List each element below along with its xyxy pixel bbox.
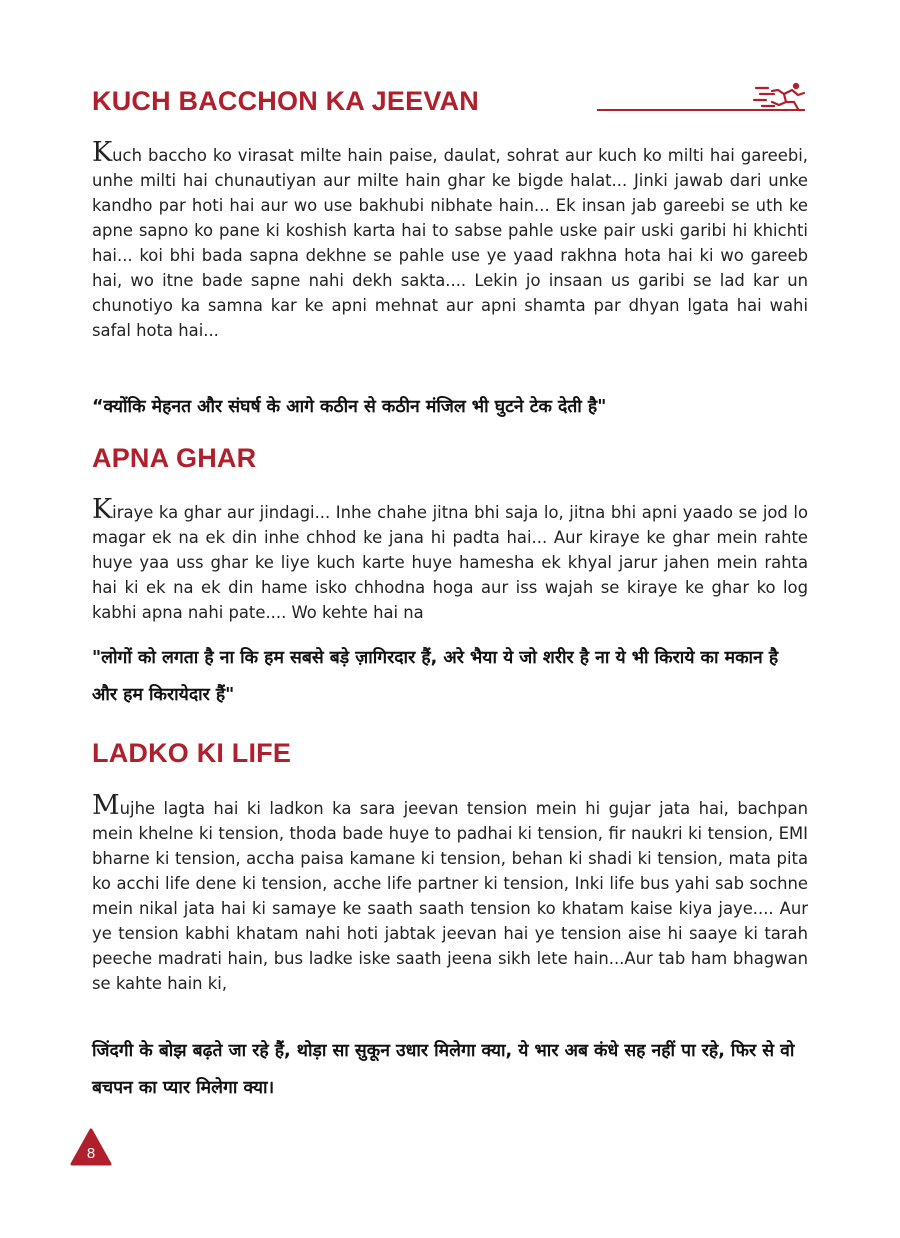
section-title-apna-ghar: APNA GHAR	[92, 443, 257, 473]
dropcap: M	[92, 790, 120, 821]
section-body-apna-ghar	[92, 494, 808, 625]
body-text: iraye ka ghar aur jindagi... Inhe chahe jitna bhi saja lo, jitna bhi apni yaado se jod lo magar ek na ek din inhe chhod ke jana hi padta hai... Aur kiraye ke ghar mein rahte huye yaa uss ghar ke liye kuch karte huye hamesha ek khyal jarur jahen mein rahta hai ki ek na ek din hame isko chhodna hoga aur iss wajah se kiraye ke ghar ko log kabhi apna nahi pate.... Wo kehte hai na	[92, 503, 808, 622]
quote-apna-ghar: "लोगों को लगता है ना कि हम सबसे बड़े ज़ागिरदार हैं, अरे भैया ये जो शरीर है ना ये भी किराये का मकान है और हम किरायेदार हैं"	[92, 648, 779, 705]
running-man-icon	[752, 80, 808, 112]
page-number: 8	[86, 1145, 96, 1162]
section-title-ladko-ki-life: LADKO KI LIFE	[92, 738, 292, 768]
quote-ladko-ki-life: जिंदगी के बोझ बढ़ते जा रहे हैं, थोड़ा सा सुकून उधार मिलेगा क्या, ये भार अब कंधे सह नहीं पा रहे, फिर से वो बचपन का प्यार मिलेगा क्या।	[92, 1041, 795, 1098]
body-text: ujhe lagta hai ki ladkon ka sara jeevan tension mein hi gujar jata hai, bachpan mein khelne ki tension, thoda bade huye to padhai ki tension, fir naukri ki tension, EMI bharne ki tension, accha paisa kamane ki tension, behan ki shadi ki tension, mata pita ko acchi life dene ki tension, acche life partner ki tension, Inki life bus yahi sab sochne mein nikal jata hai ki samaye ke saath saath tension ko khatam kaise kiya jaye.... Aur ye tension kabhi khatam nahi hoti jabtak jeevan hai ye tension aise hi saaye ki tarah peeche madrati hain, bus ladke iske saath jeena sikh lete hain...Aur tab ham bhagwan se kahte hain ki,	[92, 799, 808, 993]
section-title-kuch-bacchon: KUCH BACCHON KA JEEVAN	[92, 86, 479, 116]
quote-kuch-bacchon: “क्योंकि मेहनत और संघर्ष के आगे कठीन से कठीन मंजिल भी घुटने टेक देती है"	[92, 397, 607, 417]
section-body-ladko-ki-life	[92, 790, 808, 996]
dropcap: K	[92, 494, 113, 525]
body-text: uch baccho ko virasat milte hain paise, daulat, sohrat aur kuch ko milti hai gareebi, unhe milti hai chunautiyan aur milte hain ghar ke bigde halat... Jinki jawab dari unke kandho par hoti hai aur wo use bakhubi nibhate hain... Ek insan jab gareebi se uth ke apne sapno ko pane ki koshish karta hai to sabse pahle uske pair uski garibi hi khichti hai... koi bhi bada sapna dekhne se pahle use ye yaad rakhna hota hai ki wo gareeb hai, wo itne bade sapne nahi dekh sakta.... Lekin jo insaan us garibi se lad kar un chunotiyo ka samna kar ke apni mehnat aur apni shamta par dhyan lgata hai wahi safal hota hai...	[92, 146, 808, 340]
section-body-kuch-bacchon	[92, 137, 808, 343]
dropcap: K	[92, 137, 113, 168]
